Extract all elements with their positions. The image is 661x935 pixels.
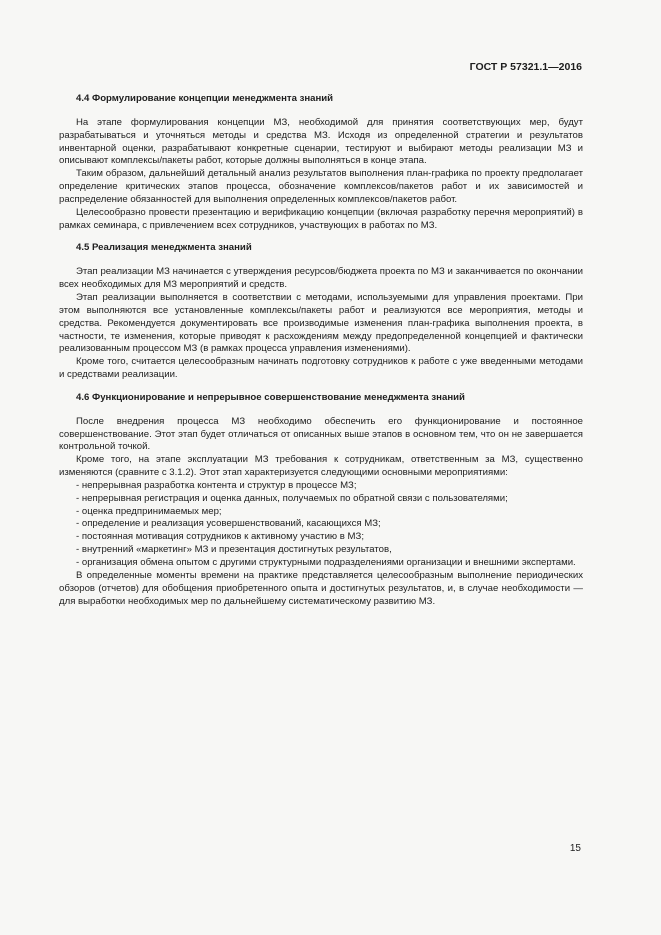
paragraph: Этап реализации выполняется в соответствии с методами, используемыми для управления проектами. При этом выполняются все установленные комплексы/пакеты работ и реализуются все мероприятия, методы и средства. Рекомендуется документировать все производимые изменения план-графика выполнения проекта, в частности, те изменения, которые приводят к расхождениям между предопределенной концепцией и фактически реализованным процессом МЗ (в рамках процесса управления изменениями).: [59, 291, 583, 355]
section-title: 4.5 Реализация менеджмента знаний: [76, 242, 252, 254]
paragraph: Этап реализации МЗ начинается с утверждения ресурсов/бюджета проекта по МЗ и заканчивается по окончании всех необходимых для МЗ мероприятий и средств.: [59, 266, 583, 291]
list-item: - внутренний «маркетинг» МЗ и презентация достигнутых результатов,: [76, 544, 392, 556]
list-item: - определение и реализация усовершенствований, касающихся МЗ;: [76, 518, 381, 530]
page-number: 15: [569, 843, 581, 854]
page-content: [59, 93, 583, 618]
section-title: 4.4 Формулирование концепции менеджмента знаний: [76, 93, 334, 104]
activities-list: [59, 480, 583, 570]
list-item: - постоянная мотивация сотрудников к активному участию в МЗ;: [76, 531, 365, 543]
list-item: - непрерывная разработка контента и структур в процессе МЗ;: [76, 479, 357, 491]
section-4-6: [59, 392, 583, 609]
list-item: - организация обмена опытом с другими структурными подразделениями организации и внешними экспертами.: [76, 557, 576, 568]
list-item: - оценка предпринимаемых мер;: [76, 505, 222, 517]
paragraph: В определенные моменты времени на практике представляется целесообразным выполнение периодических обзоров (отчетов) для обобщения приобретенного опыта и достигнутых результатов, и, в случае необходимости — для выработки необходимых мер по дальнейшему систематическому развитию МЗ.: [59, 569, 583, 607]
paragraph: Целесообразно провести презентацию и верификацию концепции (включая разработку перечня мероприятий) в рамках семинара, с привлечением всех сотрудников, участвующих в работах по МЗ.: [59, 206, 583, 231]
paragraph: Кроме того, на этапе эксплуатации МЗ требования к сотрудникам, ответственным за МЗ, существенно изменяются (сравните с 3.1.2). Этот этап характеризуется следующими основными мероприятиями:: [59, 454, 583, 479]
paragraph: После внедрения процесса МЗ необходимо обеспечить его функционирование и постоянное совершенствование. Этот этап будет отличаться от описанных выше этапов в основном тем, что он не завершается контрольной точкой.: [59, 415, 583, 453]
section-title: 4.6 Функционирование и непрерывное совершенствование менеджмента знаний: [76, 391, 465, 403]
paragraph: Кроме того, считается целесообразным начинать подготовку сотрудников к работе с уже введенными методами и средствами реализации.: [59, 356, 583, 381]
paragraph: На этапе формулирования концепции МЗ, необходимой для принятия соответствующих мер, будут разрабатываться и уточняться методы и средства МЗ. Исходя из определенной стратегии и результатов инвентарной оценки, разрабатывают конкретные сценарии, тестируют и выбирают методы реализации МЗ и описывают комплексы/пакеты работ, которые должны выполняться в конце этапа.: [59, 116, 583, 167]
section-4-4: [59, 93, 583, 232]
section-4-5: [59, 242, 583, 381]
paragraph: Таким образом, дальнейший детальный анализ результатов выполнения план-графика по проекту предполагает определение критических этапов процесса, обозначение комплексов/пакетов работ и их зависимостей и распределение обязанностей для выполнения определенных комплексов/пакетов работ.: [59, 168, 583, 205]
list-item: - непрерывная регистрация и оценка данных, получаемых по обратной связи с пользователями;: [76, 492, 508, 504]
standard-designation: ГОСТ Р 57321.1—2016: [469, 61, 582, 73]
